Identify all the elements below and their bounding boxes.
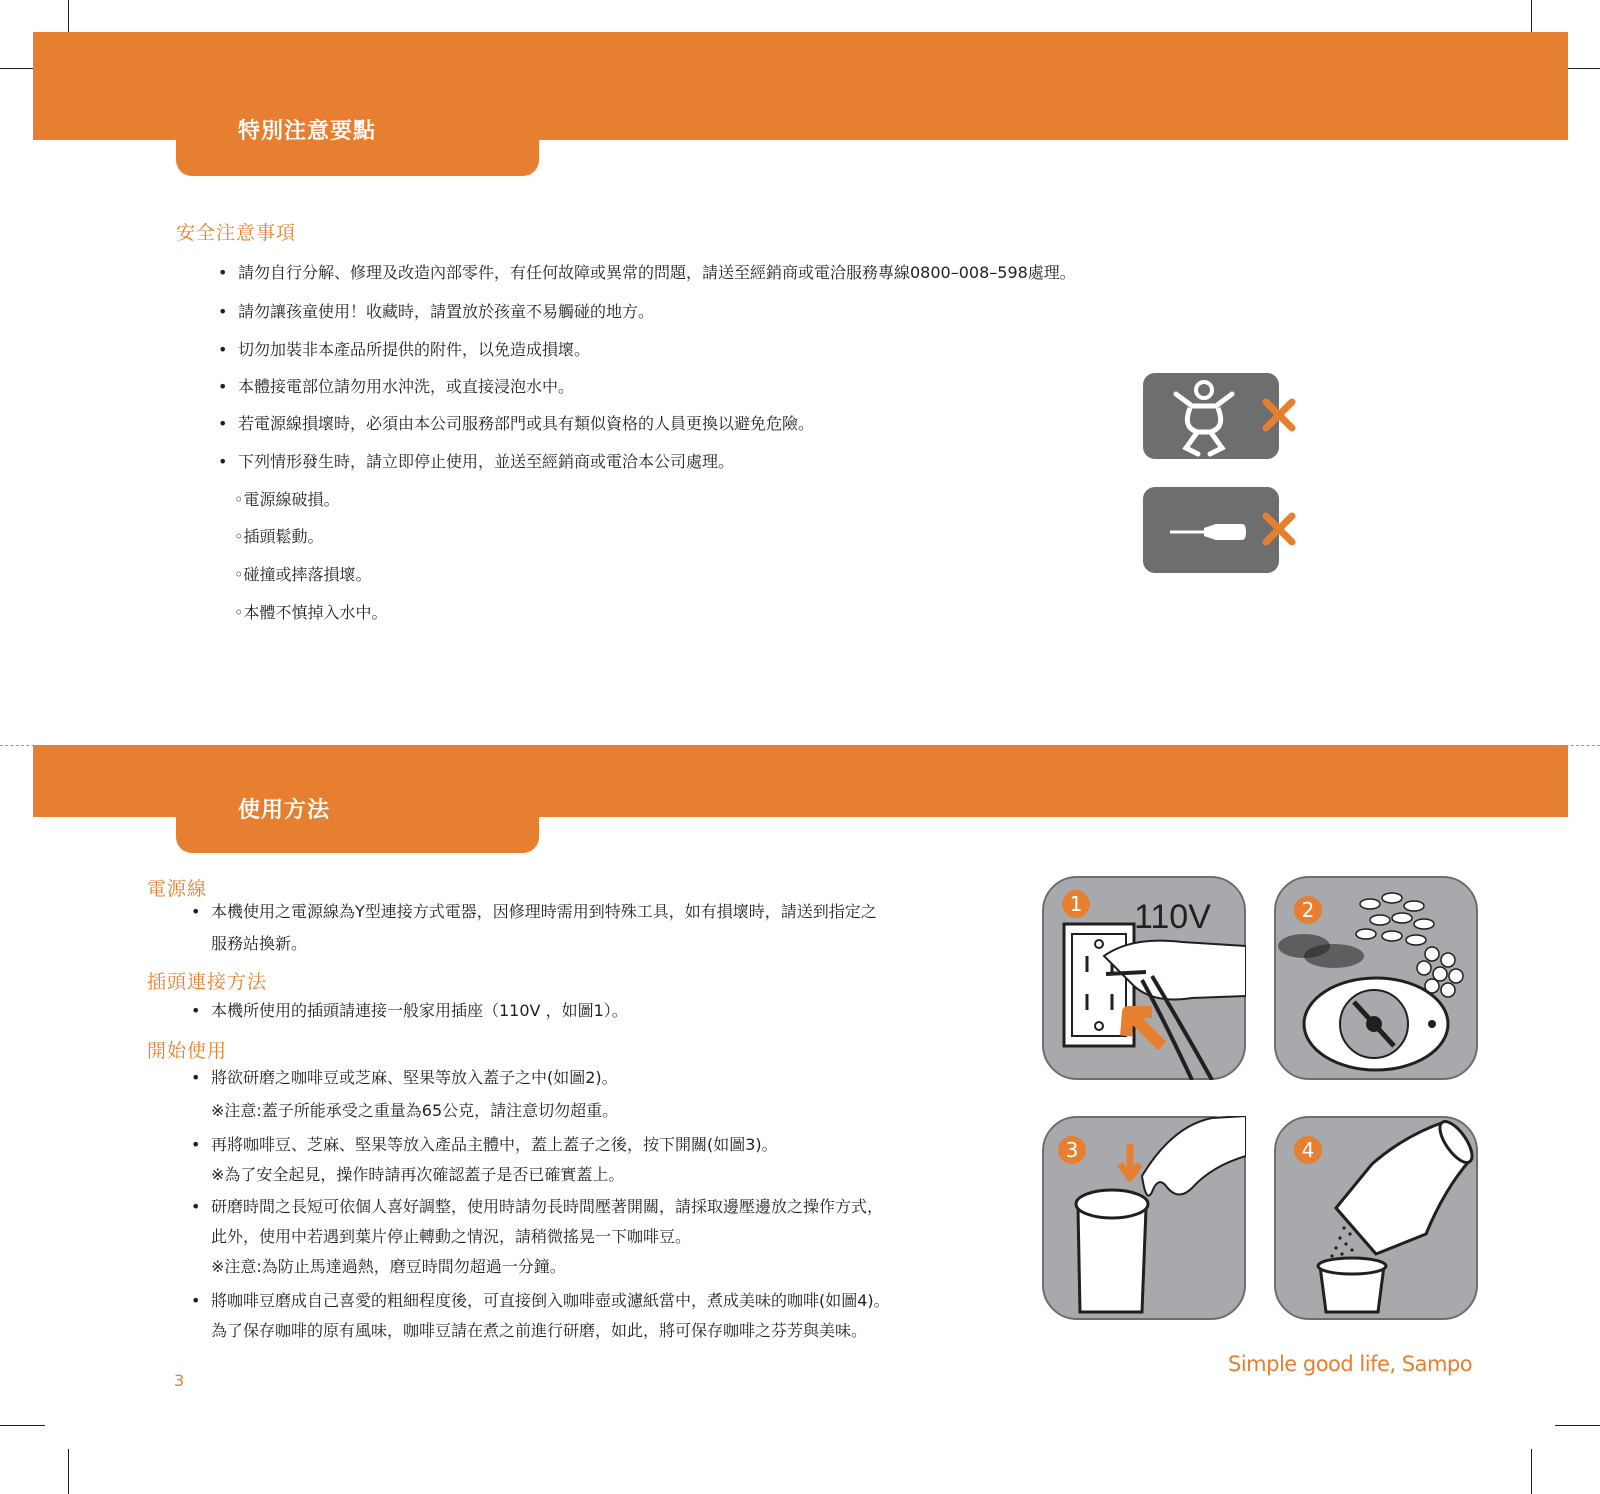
safety-subitem: ◦本體不慎掉入水中。 — [234, 603, 388, 622]
bullet-marker: • — [191, 902, 201, 921]
bullet-marker: • — [218, 414, 228, 433]
figure-1-number: 1 — [1069, 892, 1083, 916]
safety-item: 本體接電部位請勿用水沖洗，或直接浸泡水中。 — [238, 377, 575, 396]
bullet-marker: • — [191, 1197, 201, 1216]
start-heading: 開始使用 — [147, 1040, 228, 1062]
bullet-marker: • — [191, 1135, 201, 1154]
safety-item: 切勿加裝非本產品所提供的附件，以免造成損壞。 — [238, 340, 591, 359]
safety-item: 請勿讓孩童使用！收藏時，請置放於孩童不易觸碰的地方。 — [238, 302, 655, 321]
bullet-marker: • — [218, 340, 228, 359]
safety-subitem: ◦插頭鬆動。 — [234, 527, 324, 546]
safety-item: 若電源線損壞時，必須由本公司服務部門或具有類似資格的人員更換以避免危險。 — [238, 414, 815, 433]
figure-1-socket — [1042, 876, 1246, 1080]
bullet-marker: • — [191, 1001, 201, 1020]
section2-title: 使用方法 — [238, 798, 331, 823]
section2-banner-tab — [176, 800, 539, 853]
page-number: 3 — [174, 1371, 185, 1390]
no-children-icon — [1142, 372, 1297, 462]
start-note: ※注意:蓋子所能承受之重量為65公克，請注意切勿超重。 — [211, 1101, 619, 1120]
plug-heading: 插頭連接方法 — [147, 971, 268, 993]
start-text: 將咖啡豆磨成自己喜愛的粗細程度後，可直接倒入咖啡壺或濾紙當中，煮成美味的咖啡(如圖4)。 — [211, 1291, 890, 1310]
bullet-marker: • — [218, 452, 228, 471]
start-note: ※注意:為防止馬達過熱，磨豆時間勿超過一分鐘。 — [211, 1257, 566, 1276]
bullet-marker: • — [191, 1068, 201, 1087]
section1-title: 特別注意要點 — [238, 119, 377, 144]
bullet-marker: • — [218, 302, 228, 321]
power-cord-text: 服務站換新。 — [211, 934, 308, 953]
figure-4-number: 4 — [1301, 1138, 1315, 1162]
start-note: ※為了安全起見，操作時請再次確認蓋子是否已確實蓋上。 — [211, 1165, 625, 1184]
bullet-marker: • — [218, 377, 228, 396]
figure-4-pour-coffee — [1274, 1116, 1478, 1320]
crop-mark — [0, 1425, 45, 1426]
figure-3-press-switch — [1042, 1116, 1246, 1320]
power-cord-text: 本機使用之電源線為Y型連接方式電器，因修理時需用到特殊工具，如有損壞時，請送到指定之 — [211, 902, 877, 921]
figure-2-number: 2 — [1301, 898, 1315, 922]
safety-item: 下列情形發生時，請立即停止使用，並送至經銷商或電洽本公司處理。 — [238, 452, 735, 471]
crop-mark — [1555, 1425, 1600, 1426]
start-text: 研磨時間之長短可依個人喜好調整，使用時請勿長時間壓著開關，請採取邊壓邊放之操作方式， — [211, 1197, 884, 1216]
crop-mark — [1531, 1449, 1532, 1494]
safety-subitem: ◦電源線破損。 — [234, 490, 340, 509]
no-plug-icon — [1142, 486, 1297, 576]
power-cord-heading: 電源線 — [147, 878, 208, 900]
safety-subitem: ◦碰撞或摔落損壞。 — [234, 565, 372, 584]
figure-1-voltage-label: 110V — [1134, 898, 1211, 936]
bullet-marker: • — [218, 263, 228, 282]
plug-text: 本機所使用的插頭請連接一般家用插座（110V ，如圖1）。 — [211, 1001, 628, 1020]
figure-3-number: 3 — [1065, 1138, 1079, 1162]
start-text: 為了保存咖啡的原有風味，咖啡豆請在煮之前進行研磨，如此，將可保存咖啡之芬芳與美味。 — [211, 1321, 868, 1340]
figure-2-beans — [1274, 876, 1478, 1080]
start-text: 再將咖啡豆、芝麻、堅果等放入產品主體中，蓋上蓋子之後，按下開關(如圖3)。 — [211, 1135, 778, 1154]
bullet-marker: • — [191, 1291, 201, 1310]
safety-item: 請勿自行分解、修理及改造內部零件，有任何故障或異常的問題，請送至經銷商或電洽服務專線0800–008–598處理。 — [238, 263, 1076, 282]
footer-slogan: Simple good life, Sampo — [1228, 1352, 1473, 1376]
crop-mark — [68, 1449, 69, 1494]
start-text: 此外，使用中若遇到葉片停止轉動之情況，請稍微搖晃一下咖啡豆。 — [211, 1227, 692, 1246]
safety-heading: 安全注意事項 — [176, 222, 297, 244]
start-text: 將欲研磨之咖啡豆或芝麻、堅果等放入蓋子之中(如圖2)。 — [211, 1068, 618, 1087]
